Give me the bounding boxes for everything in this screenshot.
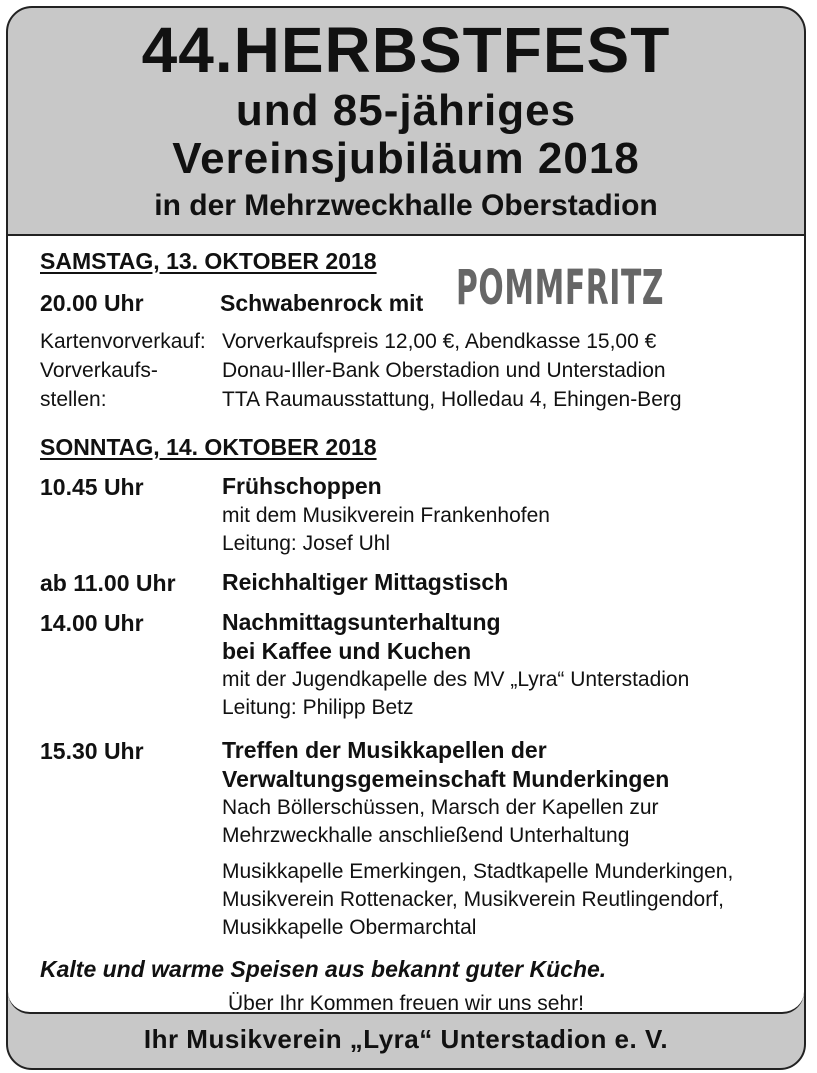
presale-label: Kartenvorverkauf: <box>40 330 206 353</box>
food-note: Kalte und warme Speisen aus bekannt guter Küche. <box>40 956 607 982</box>
flyer-frame <box>6 6 806 1070</box>
item-detail: Musikkapelle Obermarchtal <box>222 916 477 939</box>
event-subtitle-2: Vereinsjubiläum 2018 <box>172 134 640 183</box>
outlets-label-1: Vorverkaufs- <box>40 359 158 382</box>
band-logo: POMMFRITZ <box>456 260 665 316</box>
outlets-line-1: Donau-Iller-Bank Oberstadion und Unterstadion <box>222 359 666 382</box>
sunday-date: SONNTAG, 14. OKTOBER 2018 <box>40 434 377 460</box>
item-time: 10.45 Uhr <box>40 474 144 500</box>
item-detail: Musikverein Rottenacker, Musikverein Reutlingendorf, <box>222 888 724 911</box>
item-time: 14.00 Uhr <box>40 610 144 636</box>
item-title: Reichhaltiger Mittagstisch <box>222 569 509 595</box>
item-title: Nachmittagsunterhaltung <box>222 609 501 635</box>
saturday-event: Schwabenrock mit <box>220 290 424 316</box>
event-subtitle-1: und 85-jähriges <box>235 86 577 135</box>
item-title: Verwaltungsgemeinschaft Munderkingen <box>222 766 670 792</box>
item-title: bei Kaffee und Kuchen <box>222 638 472 664</box>
item-time: ab 11.00 Uhr <box>40 570 176 596</box>
item-detail: mit dem Musikverein Frankenhofen <box>222 504 550 527</box>
item-detail: Musikkapelle Emerkingen, Stadtkapelle Munderkingen, <box>222 860 734 883</box>
item-time: 15.30 Uhr <box>40 738 144 764</box>
event-title: 44.HERBSTFEST <box>141 14 671 86</box>
outlets-line-2: TTA Raumausstattung, Holledau 4, Ehingen-Berg <box>222 388 682 411</box>
item-detail: Leitung: Josef Uhl <box>222 532 391 555</box>
saturday-date: SAMSTAG, 13. OKTOBER 2018 <box>40 248 377 274</box>
organizer-footer: Ihr Musikverein „Lyra“ Unterstadion e. V. <box>143 1024 669 1054</box>
item-detail: mit der Jugendkapelle des MV „Lyra“ Unterstadion <box>222 668 690 691</box>
item-title: Treffen der Musikkapellen der <box>222 737 547 763</box>
item-detail: Mehrzweckhalle anschließend Unterhaltung <box>222 824 630 847</box>
presale-text: Vorverkaufspreis 12,00 €, Abendkasse 15,00 € <box>222 330 657 353</box>
saturday-time: 20.00 Uhr <box>40 290 144 316</box>
item-title: Frühschoppen <box>222 473 382 499</box>
program-content <box>8 234 804 1014</box>
welcome-note: Über Ihr Kommen freuen wir uns sehr! <box>228 992 584 1015</box>
event-location: in der Mehrzweckhalle Oberstadion <box>154 189 658 222</box>
header <box>8 8 804 234</box>
outlets-label-2: stellen: <box>40 388 107 411</box>
item-detail: Nach Böllerschüssen, Marsch der Kapellen zur <box>222 796 659 819</box>
item-detail: Leitung: Philipp Betz <box>222 696 414 719</box>
